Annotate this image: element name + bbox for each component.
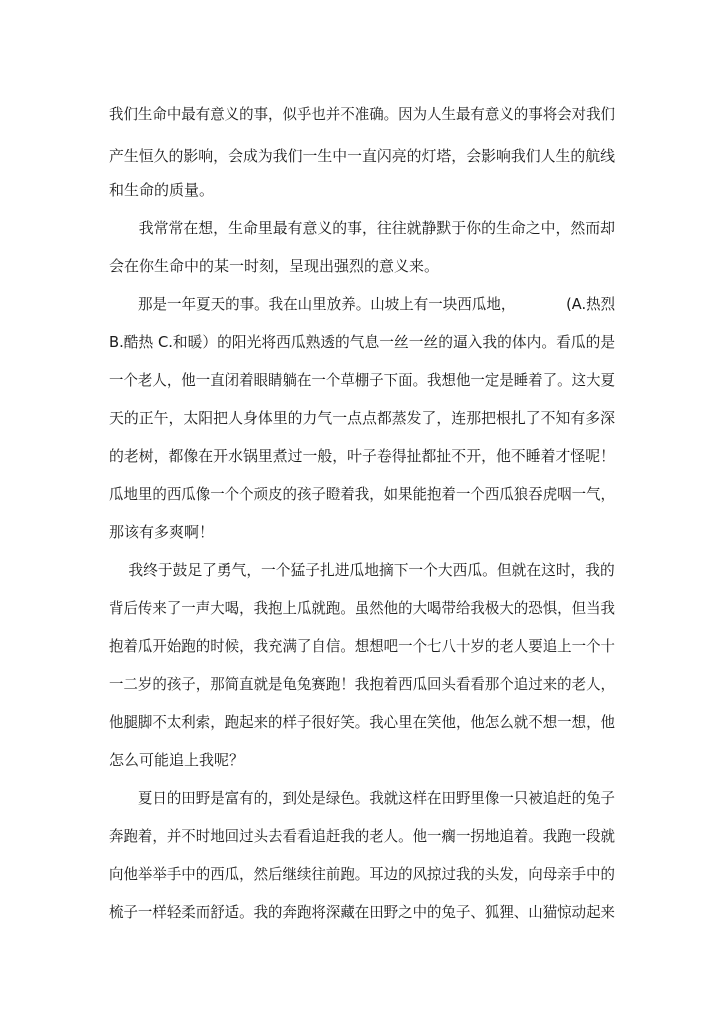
text-line: 梳子一样轻柔而舒适。我的奔跑将深藏在田野之中的兔子、狐狸、山猫惊动起来 <box>109 903 616 921</box>
text-line: 抱着瓜开始跑的时候，我充满了自信。想想吧一个七八十岁的老人要追上一个十 <box>109 637 616 655</box>
text-line: 奔跑着，并不时地回过头去看看追赶我的老人。他一瘸一拐地追着。我跑一段就 <box>109 827 616 845</box>
text-line: 他腿脚不太利索，跑起来的样子很好笑。我心里在笑他，他怎么就不想一想，他 <box>109 713 616 731</box>
text-line: 向他举举手中的西瓜，然后继续往前跑。耳边的风掠过我的头发，向母亲手中的 <box>109 865 616 883</box>
text-line: 那是一年夏天的事。我在山里放养。山坡上有一块西瓜地， (A.热烈 <box>109 295 616 313</box>
text-line: 怎么可能追上我呢？ <box>109 751 245 769</box>
text-line: 一二岁的孩子，那简直就是龟兔赛跑！我抱着西瓜回头看看那个追过来的老人， <box>109 675 616 693</box>
text-line: 我终于鼓足了勇气，一个猛子扎进瓜地摘下一个大西瓜。但就在这时，我的 <box>109 561 615 579</box>
text-line: 的老树，都像在开水锅里煮过一般，叶子卷得扯都扯不开，他不睡着才怪呢！ <box>109 447 616 465</box>
text-line: 那该有多爽啊！ <box>109 523 215 541</box>
text-line: 和生命的质量。 <box>109 181 215 199</box>
text-line: 产生恒久的影响，会成为我们一生中一直闪亮的灯塔，会影响我们人生的航线 <box>109 147 616 165</box>
text-line: 一个老人，他一直闭着眼睛躺在一个草棚子下面。我想他一定是睡着了。这大夏 <box>109 371 616 389</box>
text-line: 天的正午，太阳把人身体里的力气一点点都蒸发了，连那把根扎了不知有多深 <box>109 409 616 427</box>
text-line: 我们生命中最有意义的事，似乎也并不准确。因为人生最有意义的事将会对我们 <box>109 105 616 123</box>
text-line: B.酷热 C.和暖）的阳光将西瓜熟透的气息一丝一丝的逼入我的体内。看瓜的是 <box>109 333 616 351</box>
text-line: 我常常在想，生命里最有意义的事，往往就静默于你的生命之中，然而却 <box>109 219 616 237</box>
text-line: 背后传来了一声大喝，我抱上瓜就跑。虽然他的大喝带给我极大的恐惧，但当我 <box>109 599 616 617</box>
text-line: 夏日的田野是富有的，到处是绿色。我就这样在田野里像一只被追赶的兔子 <box>109 789 616 807</box>
text-line: 瓜地里的西瓜像一个个顽皮的孩子瞪着我，如果能抱着一个西瓜狼吞虎咽一气， <box>109 485 616 503</box>
text-line: 会在你生命中的某一时刻，呈现出强烈的意义来。 <box>109 257 440 275</box>
